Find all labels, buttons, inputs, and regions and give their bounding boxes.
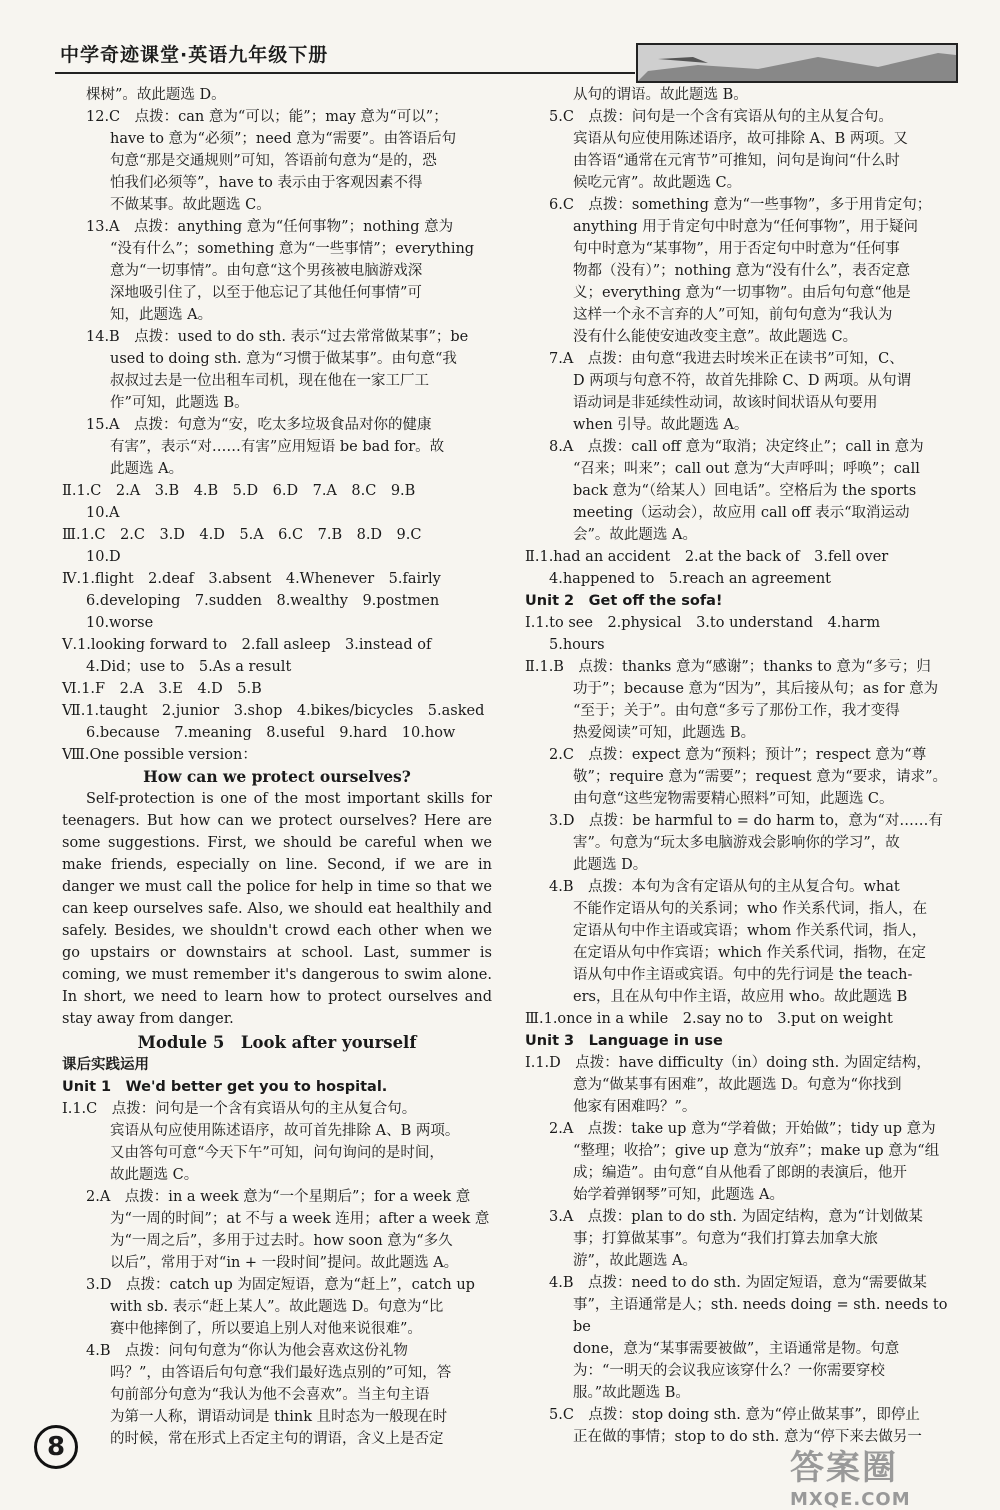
- section-iv-answers: Ⅳ.1.flight 2.deaf 3.absent 4.Whenever 5.fairly: [62, 571, 441, 587]
- text-line: 句中时意为“某事物”，用于否定句中时意为“任何事: [573, 241, 900, 257]
- text-line: 4.Did；use to 5.As a result: [86, 659, 292, 675]
- text-line: 怕我们必须等”，have to 表示由于客观因素不得: [110, 175, 423, 191]
- answer-item-u3-1: Ⅰ.1.D 点拨：have difficulty（in）doing sth. 为固定结构，: [525, 1055, 931, 1071]
- text-line: 6.developing 7.sudden 8.wealthy 9.postmen: [86, 593, 440, 609]
- answer-item-5: 5.C 点拨：问句是一个含有宾语从句的主从复合句。: [549, 109, 893, 125]
- text-line: 知，此题选 A。: [110, 307, 213, 323]
- left-column: [62, 84, 492, 1450]
- text-line: 这样一个永不言弃的人”可知，前句句意为“我认为: [573, 307, 893, 323]
- header-decoration-svg: [638, 45, 956, 81]
- answer-item-14: 14.B 点拨：used to do sth. 表示“过去常常做某事”；be: [86, 329, 469, 345]
- text-line: 热爱阅读”可知，此题选 B。: [573, 725, 756, 741]
- section-v-answers: Ⅴ.1.looking forward to 2.fall asleep 3.instead of: [62, 637, 432, 653]
- text-line: 为第一人称，谓语动词是 think 且时态为一般现在时: [110, 1409, 448, 1425]
- unit-heading: Unit 1 We'd better get you to hospital.: [62, 1079, 388, 1095]
- answer-item-u2-2: 2.C 点拨：expect 意为“预料；预计”；respect 意为“尊: [549, 747, 927, 763]
- answer-item-6: 6.C 点拨：something 意为“一些事物”，多于用肯定句；: [549, 197, 932, 213]
- section-iii-phrases: Ⅲ.1.once in a while 2.say no to 3.put on weight: [525, 1011, 893, 1027]
- text-line: 在定语从句中作宾语；which 作关系代词，指物，在定: [573, 945, 926, 961]
- text-line: 叔叔过去是一位出租车司机，现在他在一家工厂工: [110, 373, 429, 389]
- text-line: 以后”，常用于对“in + 一段时间”提问。故此题选 A。: [110, 1255, 459, 1271]
- right-column: [525, 84, 965, 1448]
- text-line: “召来；叫来”；call out 意为“大声呼叫；呼唤”；call: [573, 461, 920, 477]
- text-line: 棵树”。故此题选 D。: [86, 87, 226, 103]
- answer-item-u1-1: Ⅰ.1.C 点拨：问句是一个含有宾语从句的主从复合句。: [62, 1101, 417, 1117]
- text-line: 服。”故此题选 B。: [573, 1385, 690, 1401]
- text-line: have to 意为“必须”；need 意为“需要”。由答语后句: [110, 131, 457, 147]
- watermark-logo: 答案圈: [790, 1448, 898, 1488]
- watermark-url: MXQE.COM: [790, 1489, 911, 1510]
- answer-item-7: 7.A 点拨：由句意“我进去时埃米正在读书”可知，C、: [549, 351, 904, 367]
- text-line: done，意为“某事需要被做”，主语通常是物。句意: [573, 1341, 900, 1357]
- text-line: 不做某事。故此题选 C。: [110, 197, 271, 213]
- text-line: 的时候，常在形式上否定主句的谓语，含义上是否定: [110, 1431, 444, 1447]
- text-line: anything 用于肯定句中时意为“任何事物”，用于疑问: [573, 219, 919, 235]
- text-line: 宾语从句应使用陈述语序，故可首先排除 A、B 两项。: [110, 1123, 460, 1139]
- text-line: 义；everything 意为“一切事物”。由后句句意“他是: [573, 285, 911, 301]
- text-line: 意为“一切事情”。由句意“这个男孩被电脑游戏深: [110, 263, 423, 279]
- book-title: 中学奇迹课堂·英语九年级下册: [60, 44, 329, 66]
- answer-item-u3-4: 4.B 点拨：need to do sth. 为固定短语，意为“需要做某: [549, 1275, 927, 1291]
- unit-heading: Unit 3 Language in use: [525, 1033, 723, 1049]
- text-line: 为“一周之后”，多用于过去时。how soon 意为“多久: [110, 1233, 453, 1249]
- header-decoration-image: [636, 43, 958, 83]
- text-line: 10.worse: [86, 615, 154, 631]
- text-line: 又由答句可意“今天下午”可知，问句询问的是时间，: [110, 1145, 444, 1161]
- answer-item-u3-5: 5.C 点拨：stop doing sth. 意为“停止做某事”，即停止: [549, 1407, 920, 1423]
- text-line: 成；编造”。由句意“自从他看了郎朗的表演后，他开: [573, 1165, 907, 1181]
- section-ii-answers: Ⅱ.1.C 2.A 3.B 4.B 5.D 6.D 7.A 8.C 9.B: [62, 483, 416, 499]
- text-line: 故此题选 C。: [110, 1167, 199, 1183]
- answer-item-u1-3: 3.D 点拨：catch up 为固定短语，意为“赶上”，catch up: [86, 1277, 475, 1293]
- text-line: 会”。故此题选 A。: [573, 527, 697, 543]
- answer-item-15: 15.A 点拨：句意为“安，吃太多垃圾食品对你的健康: [86, 417, 432, 433]
- text-line: 他家有困难吗？”。: [573, 1099, 697, 1115]
- text-line: 事”，主语通常是人；sth. needs doing = sth. needs to be: [573, 1297, 948, 1335]
- answer-item-12: 12.C 点拨：can 意为“可以；能”；may 意为“可以”；: [86, 109, 448, 125]
- text-line: 4.happened to 5.reach an agreement: [549, 571, 831, 587]
- text-line: 5.hours: [549, 637, 605, 653]
- text-line: 句意“那是交通规则”可知，答语前句意为“是的，恐: [110, 153, 437, 169]
- text-line: 句前部分句意为“我认为他不会喜欢”。当主句主语: [110, 1387, 430, 1403]
- text-line: 物都（没有）”；nothing 意为“没有什么”，表否定意: [573, 263, 911, 279]
- header-rule: [55, 72, 635, 74]
- watermark: [790, 1440, 911, 1510]
- text-line: back 意为“（给某人）回电话”。空格后为 the sports: [573, 483, 917, 499]
- text-line: 没有什么能使安迪改变主意”。故此题选 C。: [573, 329, 858, 345]
- answer-item-u1-4: 4.B 点拨：问句句意为“你认为他会喜欢这份礼物: [86, 1343, 408, 1359]
- essay-title: How can we protect ourselves?: [143, 767, 411, 786]
- section-i-answers: Ⅰ.1.to see 2.physical 3.to understand 4.harm: [525, 615, 881, 631]
- text-line: meeting（运动会），故应用 call off 表示“取消运动: [573, 505, 910, 521]
- section-vii-answers: Ⅶ.1.taught 2.junior 3.shop 4.bikes/bicycles 5.asked: [62, 703, 485, 719]
- text-line: “没有什么”；something 意为“一些事情”；everything: [110, 241, 475, 257]
- text-line: used to doing sth. 意为“习惯于做某事”。由句意“我: [110, 351, 457, 367]
- section-iii-answers: Ⅲ.1.C 2.C 3.D 4.D 5.A 6.C 7.B 8.D 9.C: [62, 527, 422, 543]
- text-line: 赛中他摔倒了，所以要追上别人对他来说很难”。: [110, 1321, 422, 1337]
- text-line: 语动词是非延续性动词，故该时间状语从句要用: [573, 395, 878, 411]
- text-line: 10.D: [86, 549, 121, 565]
- answer-item-u3-2: 2.A 点拨：take up 意为“学着做；开始做”；tidy up 意为: [549, 1121, 936, 1137]
- answer-item-u2-3: 3.D 点拨：be harmful to = do harm to，意为“对……有: [549, 813, 943, 829]
- answer-item-u2-1: Ⅱ.1.B 点拨：thanks 意为“感谢”；thanks to 意为“多亏；归: [525, 659, 931, 675]
- text-line: ers，且在从句中作主语，故应用 who。故此题选 B: [573, 989, 908, 1005]
- text-line: 不能作定语从句的关系词；who 作关系代词，指人，在: [573, 901, 928, 917]
- text-line: with sb. 表示“赶上某人”。故此题选 D。句意为“比: [110, 1299, 444, 1315]
- text-line: 正在做的事情；stop to do sth. 意为“停下来去做另一: [573, 1429, 922, 1445]
- answer-item-u3-3: 3.A 点拨：plan to do sth. 为固定结构，意为“计划做某: [549, 1209, 923, 1225]
- text-line: 事；打算做某事”。句意为“我们打算去加拿大旅: [573, 1231, 878, 1247]
- text-line: 游”，故此题选 A。: [573, 1253, 697, 1269]
- text-line: when 引导。故此题选 A。: [573, 417, 749, 433]
- page-header: [0, 0, 1000, 82]
- text-line: 候吃元宵”。故此题选 C。: [573, 175, 742, 191]
- text-line: 吗？”，由答语后句句意“我们最好选点别的”可知，答: [110, 1365, 452, 1381]
- text-line: 意为“做某事有困难”，故此题选 D。句意为“你找到: [573, 1077, 902, 1093]
- text-line: 为：“一明天的会议我应该穿什么？一你需要穿校: [573, 1363, 885, 1379]
- text-line: 宾语从句应使用陈述语序，故可排除 A、B 两项。又: [573, 131, 908, 147]
- answer-item-u1-2: 2.A 点拨：in a week 意为“一个星期后”；for a week 意: [86, 1189, 471, 1205]
- text-line: 此题选 A。: [110, 461, 184, 477]
- section-viii-label: Ⅷ.One possible version：: [62, 747, 257, 763]
- subsection-heading: 课后实践运用: [62, 1057, 149, 1073]
- text-line: 始学着弹钢琴”可知，此题选 A。: [573, 1187, 784, 1203]
- text-line: 作”可知，此题选 B。: [110, 395, 249, 411]
- answer-item-13: 13.A 点拨：anything 意为“任何事物”；nothing 意为: [86, 219, 454, 235]
- text-line: D 两项与句意不符，故首先排除 C、D 两项。从句谓: [573, 373, 912, 389]
- text-line: 语从句中作主语或宾语。句中的先行词是 the teach-: [573, 967, 913, 983]
- page-number: 8: [34, 1425, 78, 1469]
- text-line: 此题选 D。: [573, 857, 648, 873]
- module-heading: Module 5 Look after yourself: [137, 1033, 417, 1052]
- text-line: 敬”；require 意为“需要”；request 意为“要求，请求”。: [573, 769, 948, 785]
- unit-heading: Unit 2 Get off the sofa!: [525, 593, 723, 609]
- section-ii-phrases: Ⅱ.1.had an accident 2.at the back of 3.fell over: [525, 549, 889, 565]
- text-line: 由答语“通常在元宵节”可推知，问句是询问“什么时: [573, 153, 900, 169]
- text-line: 害”。句意为“玩太多电脑游戏会影响你的学习”，故: [573, 835, 900, 851]
- text-line: 为“一周的时间”；at 不与 a week 连用；after a week 意: [110, 1211, 490, 1227]
- section-vi-answers: Ⅵ.1.F 2.A 3.E 4.D 5.B: [62, 681, 262, 697]
- text-line: 从句的谓语。故此题选 B。: [573, 87, 748, 103]
- answer-item-8: 8.A 点拨：call off 意为“取消；决定终止”；call in 意为: [549, 439, 924, 455]
- text-line: “至于；关于”。由句意“多亏了那份工作，我才变得: [573, 703, 900, 719]
- text-line: “整理；收拾”；give up 意为“放弃”；make up 意为“组: [573, 1143, 940, 1159]
- text-line: 由句意“这些宠物需要精心照料”可知，此题选 C。: [573, 791, 894, 807]
- essay-body: Self-protection is one of the most important skills for teenagers. But how can we protect ourselves? Here are some suggestions. First, we should be careful when we make friends, especially on line. Second, if we are in danger we must call the police for help in time so that we can keep ourselves safe. Also, we should eat healthily and safely. Besides, we shouldn't crowd each other when we go upstairs or downstairs at school. Last, summer is coming, we must remember it's dangerous to swim alone. In short, we need to learn how to protect ourselves and stay away from danger.: [62, 791, 492, 1027]
- answer-item-u2-4: 4.B 点拨：本句为含有定语从句的主从复合句。what: [549, 879, 900, 895]
- text-line: 功于”；because 意为“因为”，其后接从句；as for 意为: [573, 681, 939, 697]
- text-line: 定语从句中作主语或宾语；whom 作关系代词，指人，: [573, 923, 927, 939]
- text-line: 10.A: [86, 505, 120, 521]
- text-line: 6.because 7.meaning 8.useful 9.hard 10.how: [86, 725, 456, 741]
- text-line: 有害”，表示“对……有害”应用短语 be bad for。故: [110, 439, 445, 455]
- text-line: 深地吸引住了，以至于他忘记了其他任何事情”可: [110, 285, 422, 301]
